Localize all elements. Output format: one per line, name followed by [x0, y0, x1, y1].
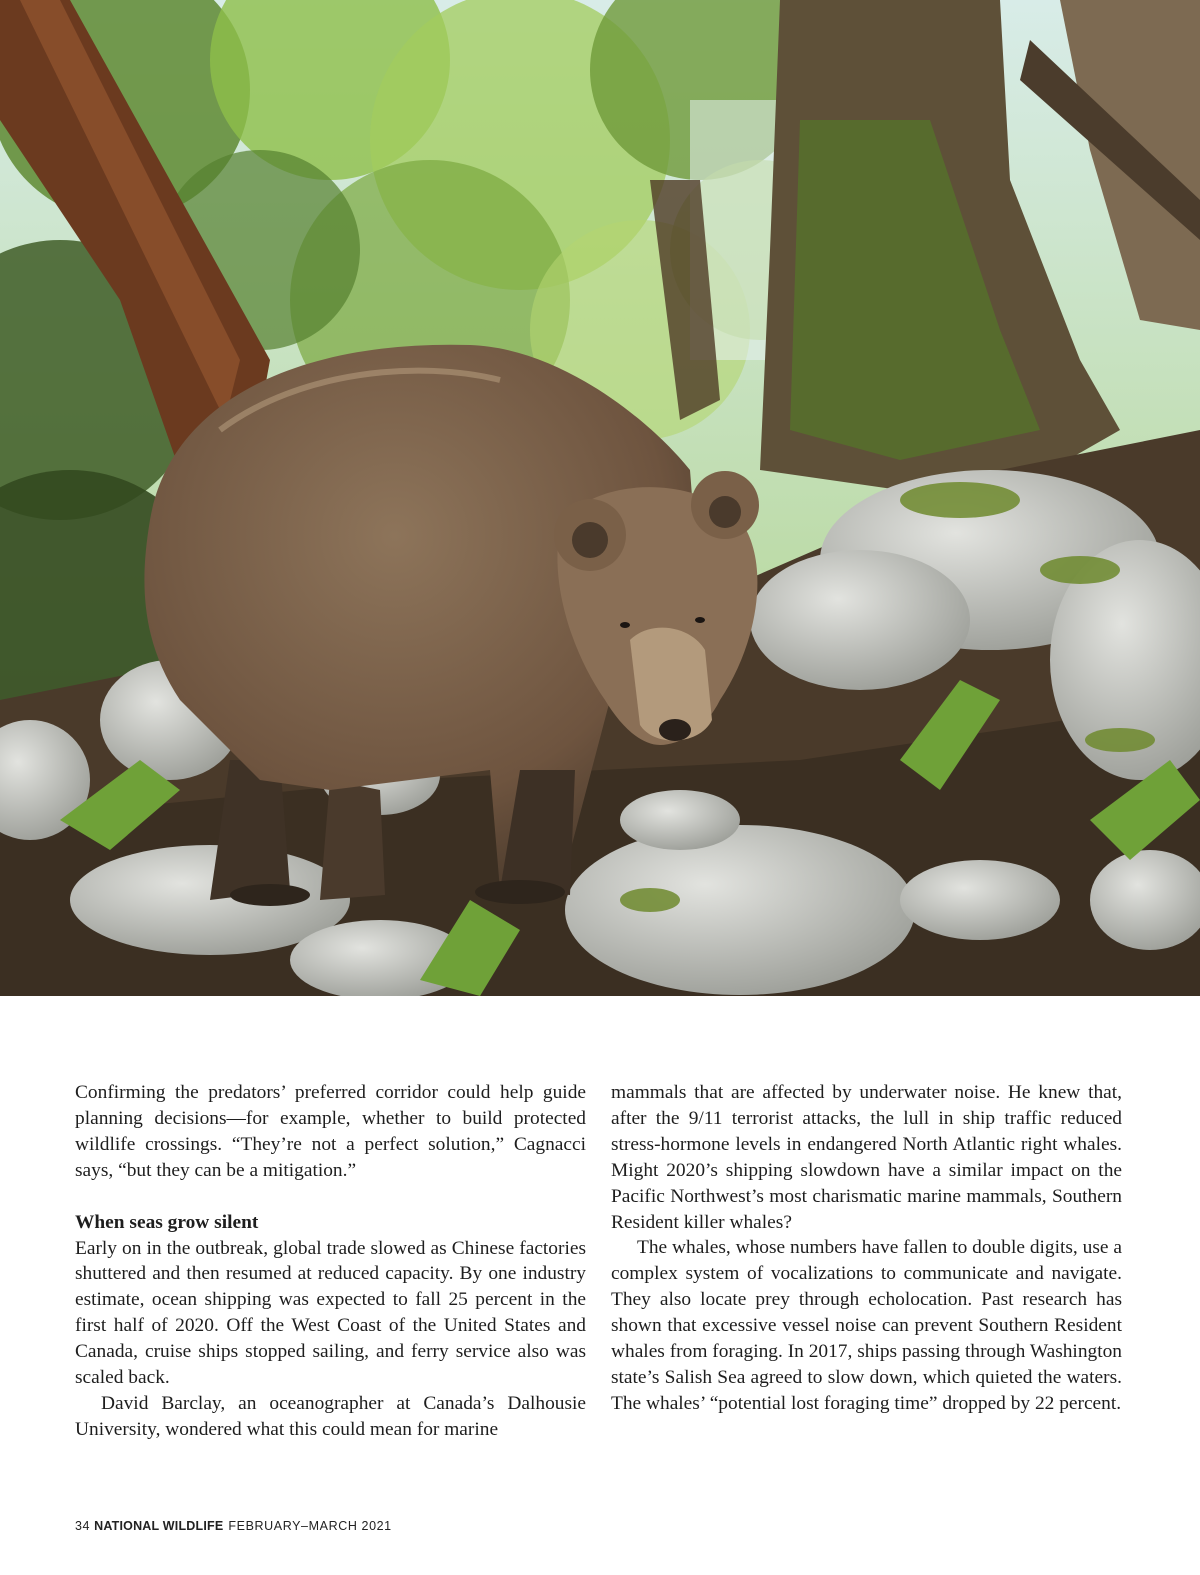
section-subhead: When seas grow silent — [75, 1211, 259, 1233]
body-paragraph: Confirming the predators’ preferred corridor could help guide planning decisions—for example, whether to build protected wildlife crossings. “They’re not a perfect solution,” Cagnacci says, “but they can be a mitigation.” — [75, 1082, 586, 1181]
publication-name: NATIONAL WILDLIFE — [94, 1519, 224, 1533]
page-number: 34 — [75, 1519, 91, 1533]
page-footer — [75, 1519, 392, 1533]
body-paragraph: The whales, whose numbers have fallen to double digits, use a complex system of vocalizations to communicate and navigate. They also locate prey through echolocation. Past research has shown that excessive vessel noise can prevent Southern Resident whales from foraging. In 2017, ships passing through Washington state’s Salish Sea agreed to slow down, which quieted the waters. The whales’ “potential lost foraging time” dropped by 22 percent. — [611, 1237, 1122, 1414]
issue-date: FEBRUARY–MARCH 2021 — [228, 1519, 392, 1533]
article-column-right — [611, 1080, 1122, 1417]
body-paragraph: mammals that are affected by underwater noise. He knew that, after the 9/11 terrorist attacks, the lull in ship traffic reduced stress-hormone levels in endangered North Atlantic right whales. Might 2020’s shipping slowdown have a similar impact on the Pacific Northwest’s most charismatic marine mammals, Southern Resident killer whales? — [611, 1082, 1122, 1233]
body-paragraph: Early on in the outbreak, global trade slowed as Chinese factories shuttered and then resumed at reduced capacity. By one industry estimate, ocean shipping was expected to fall 25 percent in the first half of 2020. Off the West Coast of the United States and Canada, cruise ships stopped sailing, and ferry service also was scaled back. — [75, 1237, 586, 1389]
body-paragraph: David Barclay, an oceanographer at Canada’s Dalhousie University, wondered what this could mean for marine — [75, 1392, 586, 1440]
article-column-left — [75, 1080, 586, 1443]
